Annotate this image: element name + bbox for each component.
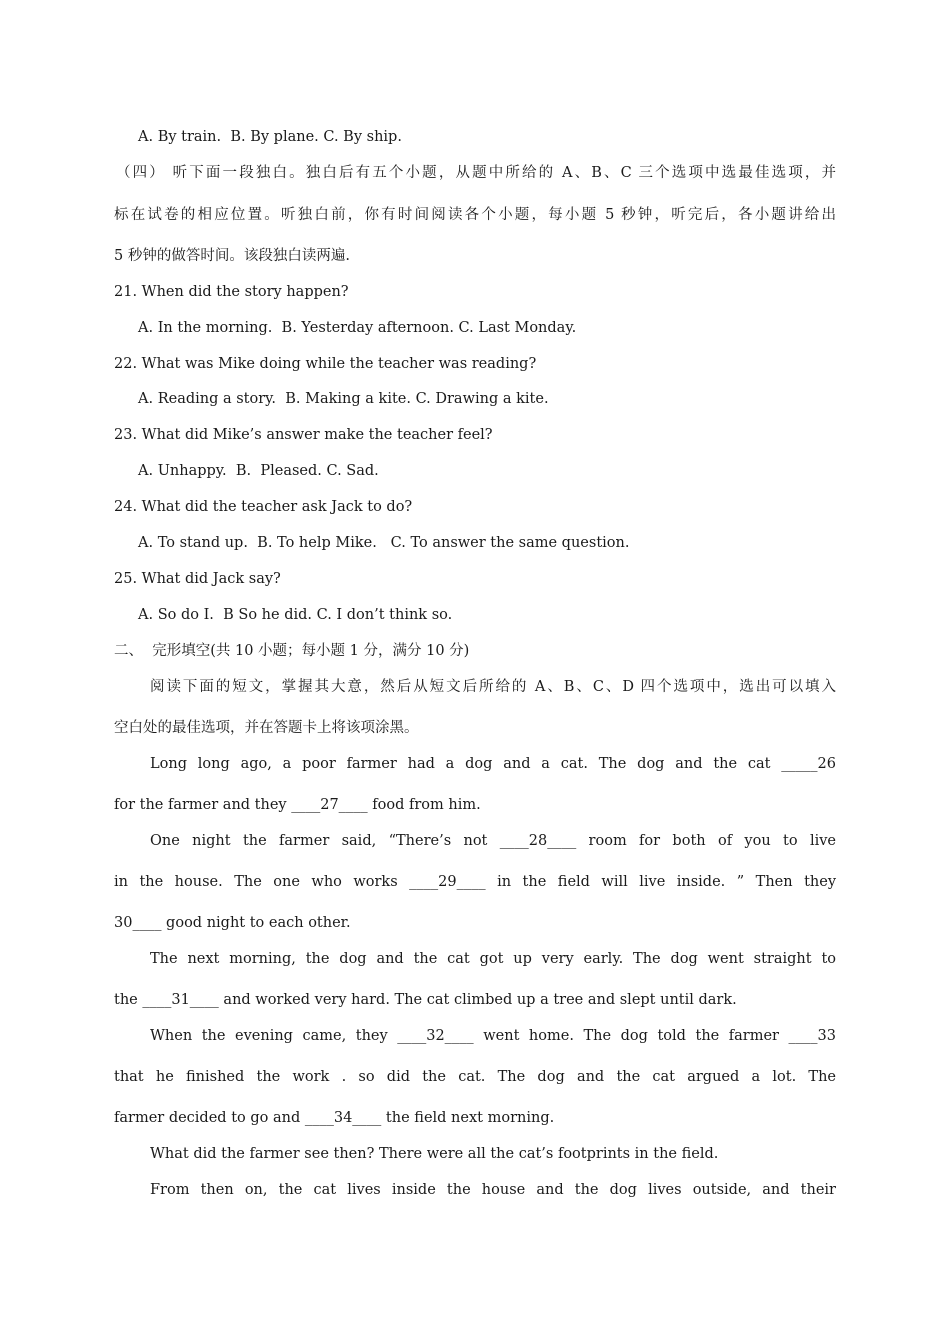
passage-p6-line1: From then on, the cat lives inside the house and the dog lives outside, and their xyxy=(150,1182,836,1198)
section4-instructions-line3: 5 秒钟的做答时间。该段独白读两遍. xyxy=(114,248,350,264)
blank-26: _____26 xyxy=(781,756,836,772)
passage-p4-line2: that he finished the work . so did the cat. The dog and the cat argued a lot. The xyxy=(114,1069,836,1085)
passage-p2-line2 xyxy=(114,872,836,892)
passage-text: One night the farmer said, “There’s not xyxy=(150,833,500,849)
question-25-stem: 25. What did Jack say? xyxy=(114,571,281,587)
passage-text: room for both of you to live xyxy=(576,833,836,849)
question-24-options: A. To stand up. B. To help Mike. C. To answer the same question. xyxy=(138,535,630,551)
passage-p1-line2 xyxy=(114,795,836,815)
blank-30: 30____ xyxy=(114,915,162,931)
passage-text: the field next morning. xyxy=(381,1110,555,1126)
blank-28: ____28____ xyxy=(499,833,577,849)
passage-text: and worked very hard. The cat climbed up a tree and slept until dark. xyxy=(218,992,737,1008)
passage-p2-line1 xyxy=(150,831,836,851)
question-21-stem: 21. When did the story happen? xyxy=(114,284,349,300)
blank-29: ____29____ xyxy=(409,874,486,890)
question-21-options: A. In the morning. B. Yesterday afternoon. C. Last Monday. xyxy=(138,320,577,336)
section4-instructions-line1: （四） 听下面一段独白。独白后有五个小题，从题中所给的 A、B、C 三个选项中选最佳选项，并 xyxy=(116,165,836,181)
q20-options: A. By train. B. By plane. C. By ship. xyxy=(138,129,402,145)
cloze-instructions-line1: 阅读下面的短文，掌握其大意，然后从短文后所给的 A、B、C、D 四个选项中，选出可以填入 xyxy=(150,679,836,695)
passage-p5-line1: What did the farmer see then? There were all the cat’s footprints in the field. xyxy=(150,1146,719,1162)
question-23-stem: 23. What did Mike’s answer make the teacher feel? xyxy=(114,427,493,443)
passage-text: the xyxy=(114,992,143,1008)
passage-p3-line2 xyxy=(114,990,836,1010)
question-25-options: A. So do I. B So he did. C. I don’t think so. xyxy=(138,607,453,623)
question-24-stem: 24. What did the teacher ask Jack to do? xyxy=(114,499,413,515)
passage-p4-line1 xyxy=(150,1026,836,1046)
passage-text: Long long ago, a poor farmer had a dog and a cat. The dog and the cat xyxy=(150,756,771,772)
passage-text: good night to each other. xyxy=(161,915,351,931)
passage-p1-line1 xyxy=(150,754,836,774)
passage-text: When the evening came, they xyxy=(150,1028,398,1044)
question-22-options: A. Reading a story. B. Making a kite. C. Drawing a kite. xyxy=(138,391,549,407)
passage-text: for the farmer and they xyxy=(114,797,292,813)
cloze-instructions-line2: 空白处的最佳选项，并在答题卡上将该项涂黑。 xyxy=(114,720,419,736)
passage-p3-line1: The next morning, the dog and the cat got up very early. The dog went straight to xyxy=(150,951,836,967)
blank-27: ____27____ xyxy=(291,797,368,813)
passage-text: farmer decided to go and xyxy=(114,1110,305,1126)
cloze-heading: 二、 完形填空(共 10 小题；每小题 1 分，满分 10 分) xyxy=(114,643,470,659)
passage-text: in the field will live inside. ” Then they xyxy=(485,874,837,890)
section4-instructions-line2: 标在试卷的相应位置。听独白前，你有时间阅读各个小题，每小题 5 秒钟，听完后，各小题讲给出 xyxy=(114,207,836,223)
blank-33: ____33 xyxy=(788,1028,836,1044)
blank-31: ____31____ xyxy=(142,992,219,1008)
blank-34: ____34____ xyxy=(304,1110,382,1126)
question-23-options: A. Unhappy. B. Pleased. C. Sad. xyxy=(138,463,379,479)
passage-text: went home. The dog told the farmer xyxy=(473,1028,789,1044)
passage-text: food from him. xyxy=(367,797,481,813)
passage-text: in the house. The one who works xyxy=(114,874,410,890)
passage-p4-line3 xyxy=(114,1108,836,1128)
passage-p2-line3 xyxy=(114,913,836,933)
question-22-stem: 22. What was Mike doing while the teacher was reading? xyxy=(114,356,537,372)
blank-32: ____32____ xyxy=(397,1028,474,1044)
